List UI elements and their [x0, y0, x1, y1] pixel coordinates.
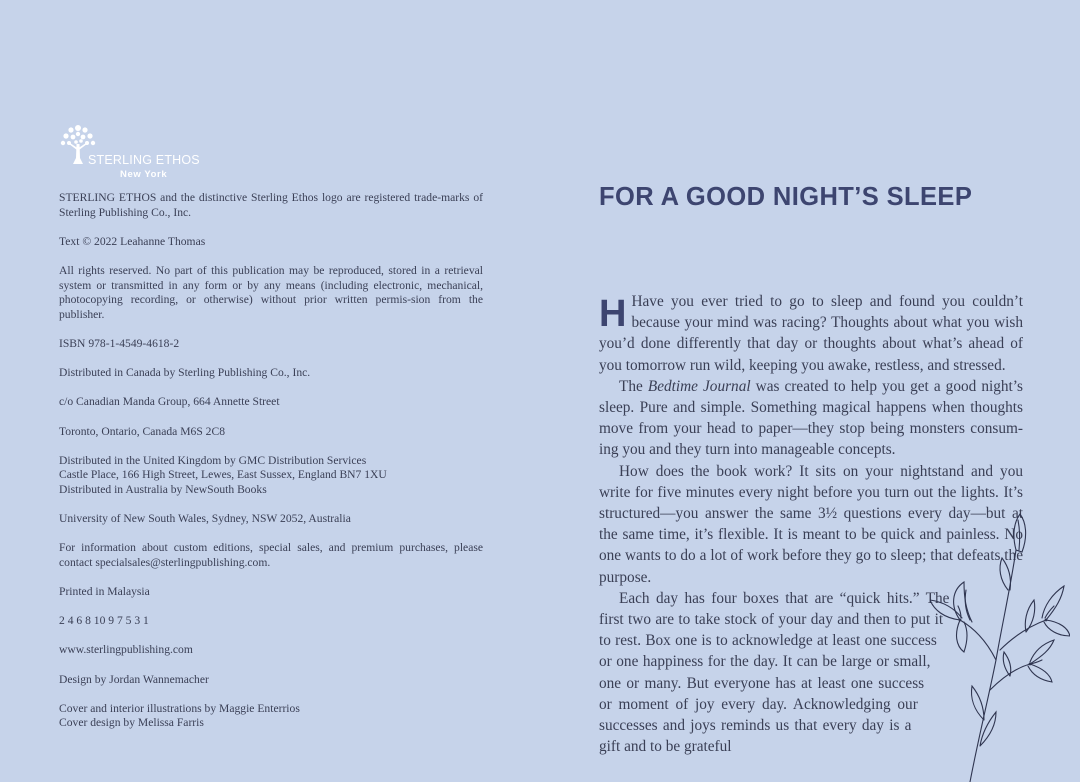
special-sales-info: For information about custom editions, special sales, and premium purchases, please contact specialsales@sterlingpublishing.com.	[59, 541, 483, 569]
publisher-logo	[58, 122, 218, 182]
logo-name: STERLING ETHOS	[88, 153, 200, 167]
canada-address-city: Toronto, Ontario, Canada M6S 2C8	[59, 424, 225, 438]
uk-address: Castle Place, 166 High Street, Lewes, East Sussex, England BN7 1XU	[59, 468, 387, 482]
print-line: 2 4 6 8 10 9 7 5 3 1	[59, 614, 149, 628]
uk-distributor: Distributed in the United Kingdom by GMC Distribution Services	[59, 453, 367, 467]
paragraph-3-text: How does the book work? It sits on your nightstand and you write for five minutes every night before you turn out the lights. It’s structured—you answer the same 3½ questions every day—but at the same time, it’s flexible. It is meant to be quick and painless. No one wants to do a lot of work before they go to sleep; that defeats the purpose.	[599, 462, 1023, 586]
drop-cap: H	[599, 293, 627, 335]
design-credit: Design by Jordan Wannemacher	[59, 672, 209, 686]
lily-illustration-icon	[930, 510, 1070, 782]
page-title: FOR A GOOD NIGHT’S SLEEP	[599, 183, 973, 211]
logo-city: New York	[120, 169, 168, 180]
paragraph-1-text: Have you ever tried to go to sleep and found you couldn’t because your mind was racing? Thoughts about what you wish you’d done differently that day or thoughts about what’s ahead of you tomorrow run wild, keeping you awake, restless, and stressed.	[599, 293, 1023, 374]
australia-distributor: Distributed in Australia by NewSouth Books	[59, 482, 267, 496]
australia-address: University of New South Wales, Sydney, NSW 2052, Australia	[59, 512, 351, 526]
illustration-credit: Cover and interior illustrations by Maggie Enterrios	[59, 701, 300, 715]
isbn: ISBN 978-1-4549-4618-2	[59, 336, 180, 350]
text-copyright: Text © 2022 Leahanne Thomas	[59, 234, 206, 248]
printed-in: Printed in Malaysia	[59, 585, 150, 599]
rights-notice: All rights reserved. No part of this publication may be reproduced, stored in a retrieval system or transmitted in any form or by any means (including electronic, mechanical, photocopying recording, or otherwise) without prior written permis-sion from the publisher.	[59, 263, 483, 321]
right-page	[540, 0, 1080, 782]
paragraph-1	[599, 291, 1023, 376]
paragraph-2: The Bedtime Journal was created to help you get a good night’s sleep. Pure and simple. Something magical happens when thoughts move from your head to paper—they stop being monsters consum-ing you and they turn into manageable concepts.	[599, 377, 1023, 459]
paragraph-4-text: Each day has four boxes that are “quick hits.” The first two are to take stock of your day and then to put it to rest. Box one is to acknowledge at least one success or one happiness for the day. It can be large or small, one or many. But everyone has at least one success or moment of joy every day. Acknowledging our successes and joys reminds us that every day is a gift and to be grateful	[599, 589, 950, 756]
canada-address-street: c/o Canadian Manda Group, 664 Annette Street	[59, 395, 280, 409]
trademark-notice: STERLING ETHOS and the distinctive Sterling Ethos logo are registered trade-marks of Sterling Publishing Co., Inc.	[59, 191, 483, 219]
canada-distributor: Distributed in Canada by Sterling Publishing Co., Inc.	[59, 366, 311, 380]
cover-design-credit: Cover design by Melissa Farris	[59, 716, 204, 730]
book-title: Bedtime Journal	[647, 377, 751, 395]
publisher-website: www.sterlingpublishing.com	[59, 643, 193, 657]
copyright-block	[59, 191, 483, 731]
